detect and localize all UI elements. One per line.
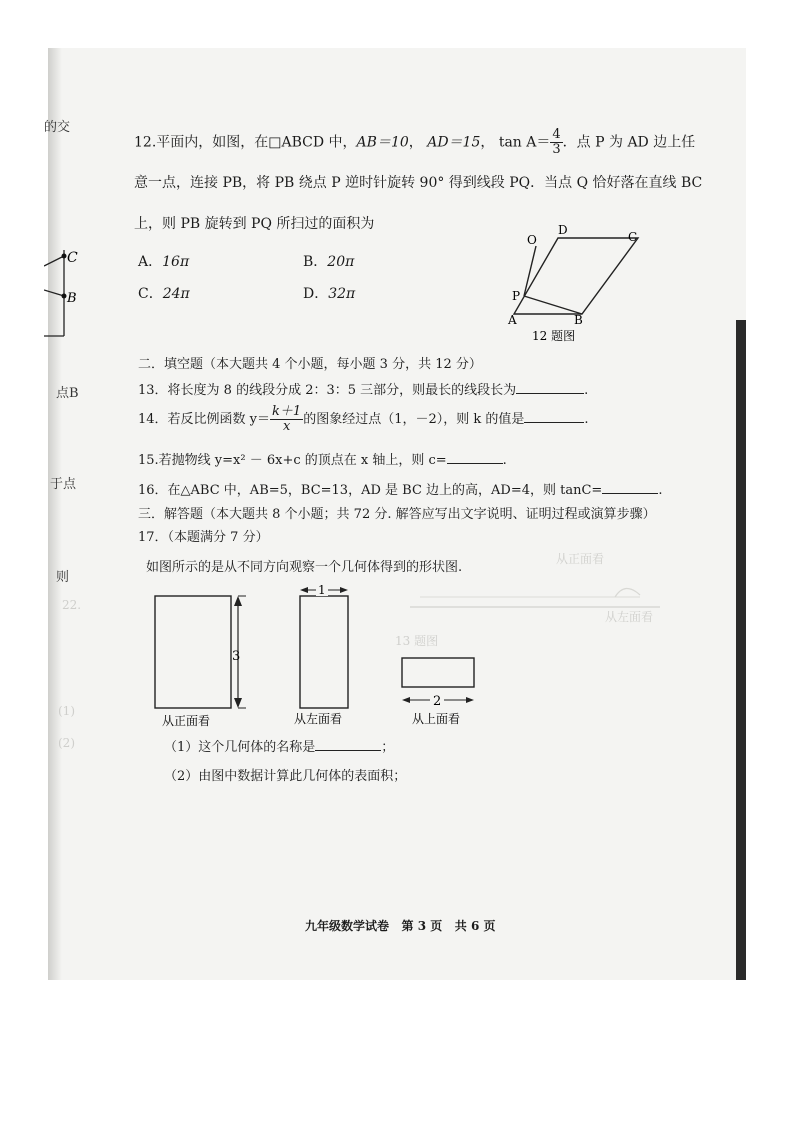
q16-text: 16．在△ABC 中，AB=5，BC=13，AD 是 BC 边上的高，AD=4，则 tanC= — [138, 483, 603, 498]
height-dimension: 3 — [232, 649, 241, 664]
top-view-caption: 从上面看 — [412, 712, 461, 726]
option-letter: A． — [138, 254, 163, 270]
option-value: 16π — [162, 254, 190, 270]
q17-sub2: （2）由图中数据计算此几何体的表面积； — [164, 769, 407, 784]
q12-text: 平面内，如图，在□ABCD 中， — [156, 134, 357, 151]
length-dimension: 2 — [433, 694, 442, 709]
q14-text: 的图象经过点（1，－2），则 k 的值是 — [303, 412, 525, 427]
page-footer: 九年级数学试卷 第 3 页 共 6 页 — [305, 919, 496, 933]
q12-tan-fraction — [550, 128, 562, 157]
parallelogram-abcd — [514, 238, 638, 314]
margin-fragment: (2) — [58, 736, 75, 750]
q13-text: 13．将长度为 8 的线段分成 2：3：5 三部分，则最长的线段长为 — [138, 383, 517, 398]
margin-fragment: 点B — [56, 386, 79, 401]
bleed-through-text: 从正面看 — [556, 552, 605, 566]
page-edge-shadow-right — [736, 320, 746, 980]
left-view-rect — [300, 596, 348, 708]
q14-fraction — [270, 405, 303, 434]
q12-ab: AB＝10 — [356, 134, 409, 151]
margin-fragment: 22. — [62, 598, 82, 612]
q12-number: 12. — [134, 134, 157, 151]
sub1-text: （1）这个几何体的名称是 — [164, 740, 316, 755]
q14-text: 14．若反比例函数 y＝ — [138, 412, 271, 427]
margin-figure-fragment — [44, 240, 84, 340]
option-value: 24π — [162, 286, 190, 302]
q12-option-b — [303, 251, 354, 271]
top-view-rect — [402, 658, 474, 687]
q15-text: 15.若抛物线 y=x² － 6x+c 的顶点在 x 轴上，则 c= — [138, 453, 447, 468]
option-value: 20π — [327, 254, 355, 270]
fraction-denominator: 3 — [552, 142, 561, 157]
option-letter: B． — [303, 254, 328, 270]
q16: 16．在△ABC 中，AB=5，BC=13，AD 是 BC 边上的高，AD=4，则 tanC= . — [138, 483, 663, 498]
width-dimension: 1 — [318, 583, 326, 597]
bleed-through-text: 从左面看 — [605, 610, 654, 624]
q17-intro: 如图所示的是从不同方向观察一个几何体得到的形状图. — [146, 560, 463, 575]
fraction-denominator: x — [282, 419, 291, 434]
margin-fragment: 于点 — [50, 477, 77, 492]
q17-three-views — [150, 582, 490, 732]
q14-answer-blank[interactable] — [524, 422, 584, 423]
q15: 15.若抛物线 y=x² － 6x+c 的顶点在 x 轴上，则 c= . — [138, 453, 507, 468]
figure-caption: 12 题图 — [532, 329, 576, 343]
q17-title: 17．（本题满分 7 分） — [138, 530, 269, 545]
segment-pq — [524, 246, 536, 296]
q15-answer-blank[interactable] — [447, 463, 503, 464]
q12-option-a — [138, 251, 189, 271]
option-letter: C． — [138, 286, 163, 302]
q12-tan-label: tan A＝ — [498, 134, 551, 151]
left-view-caption: 从左面看 — [294, 712, 343, 726]
q12-option-c — [138, 283, 190, 303]
label-a: A — [508, 313, 517, 327]
q12-line1: 12.平面内，如图，在□ABCD 中，AB＝10， AD＝15， tan A＝ $\frac{4}{3}$ ．点 P 为 AD 边上任 — [134, 127, 696, 157]
label-d: D — [558, 223, 568, 237]
sub1-answer-blank[interactable] — [315, 750, 381, 751]
bleed-through-text: 13 题图 — [395, 634, 439, 648]
section3-heading: 三．解答题（本大题共 8 个小题；共 72 分. 解答应写出文字说明、证明过程或演算步骤） — [138, 507, 656, 522]
fraction-numerator: k＋1 — [272, 404, 302, 419]
label-p: P — [512, 289, 521, 303]
option-letter: D． — [303, 286, 329, 302]
q13: 13．将长度为 8 的线段分成 2：3：5 三部分，则最长的线段长为 . — [138, 383, 589, 398]
q16-answer-blank[interactable] — [602, 493, 658, 494]
segment-pb — [524, 296, 582, 314]
label-c: C — [628, 230, 638, 244]
q14: 14．若反比例函数 y＝ $\frac{k+1}{x}$ 的图象经过点（1，－2），则 k 的值是 . — [138, 404, 589, 434]
q12-option-d — [303, 283, 355, 303]
q12-line2: 意一点，连接 PB，将 PB 绕点 P 逆时针旋转 90° 得到线段 PQ．当点 Q 恰好落在直线 BC — [134, 175, 703, 191]
option-value: 32π — [328, 286, 356, 302]
q13-answer-blank[interactable] — [516, 393, 584, 394]
q12-text: ．点 P 为 AD 边上任 — [562, 134, 696, 151]
label-o: O — [527, 233, 537, 247]
sub1-end: ； — [381, 740, 395, 755]
margin-fragment: 的交 — [44, 120, 71, 135]
q17-sub1 — [164, 736, 394, 755]
margin-label: B — [67, 291, 77, 306]
margin-fragment: 则 — [56, 570, 70, 585]
page-edge-shadow-left — [48, 48, 62, 980]
section2-heading: 二．填空题（本大题共 4 个小题，每小题 3 分，共 12 分） — [138, 357, 482, 372]
q12-figure-parallelogram — [500, 220, 670, 346]
fraction-numerator: 4 — [552, 127, 561, 142]
label-b: B — [574, 313, 583, 327]
q12-ad: AD＝15 — [427, 134, 481, 151]
margin-label: C — [67, 250, 78, 266]
margin-fragment: (1) — [58, 704, 75, 718]
front-view-caption: 从正面看 — [162, 714, 211, 728]
front-view-rect — [155, 596, 231, 708]
q12-line3: 上，则 PB 旋转到 PQ 所扫过的面积为 — [134, 216, 375, 232]
